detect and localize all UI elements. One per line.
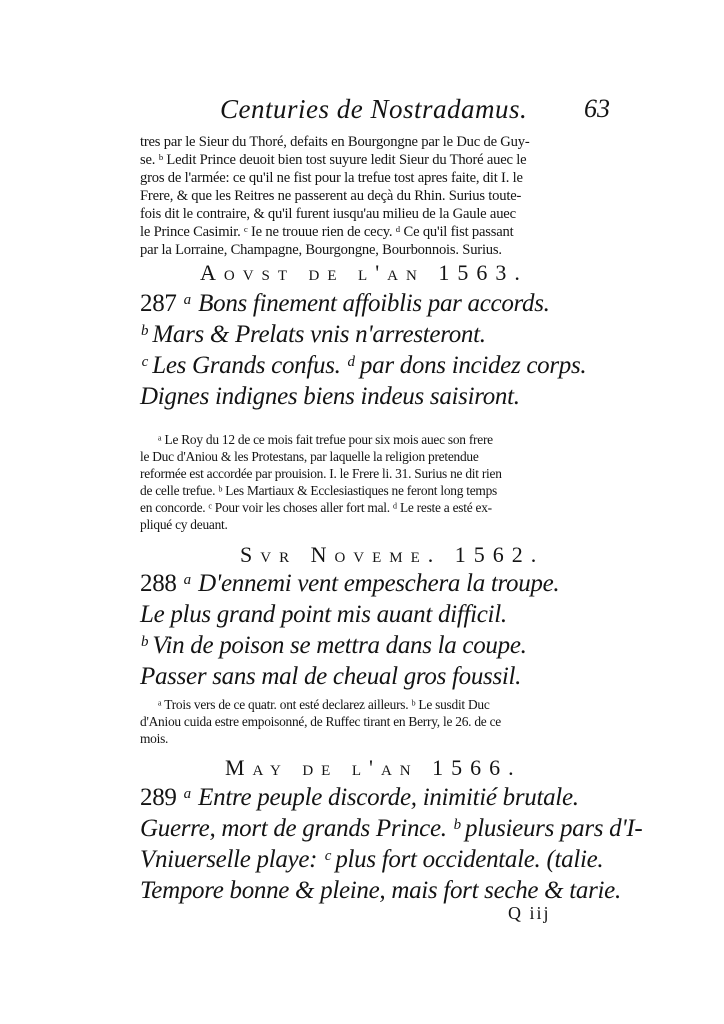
- note-line: reformée est accordée par prouision. I. le Frere li. 31. Surius ne dit rien: [140, 466, 502, 481]
- signature-mark: Q iij: [508, 903, 551, 923]
- commentary-line: se. ᵇ Ledit Prince deuoit bien tost suyure ledit Sieur du Thoré auec le: [140, 152, 527, 168]
- note-line: mois.: [140, 731, 169, 746]
- verse-number: 288: [140, 570, 177, 597]
- note-line: le Duc d'Aniou & les Protestans, par laquelle la religion pretendue: [140, 449, 479, 464]
- verse-line: ᶜ Les Grands confus. ᵈ par dons incidez corps.: [140, 352, 587, 379]
- note-line: de celle trefue. ᵇ Les Martiaux & Ecclesiastiques ne feront long temps: [140, 483, 497, 498]
- running-title: Centuries de Nostradamus.: [220, 94, 528, 124]
- verse-line: Tempore bonne & pleine, mais fort seche & tarie.: [140, 877, 621, 904]
- verse-line: 289 ᵃ Entre peuple discorde, inimitié brutale.: [140, 784, 579, 811]
- verse-line: Dignes indignes biens indeus saisiront.: [140, 383, 520, 410]
- note-line: en concorde. ᶜ Pour voir les choses aller fort mal. ᵈ Le reste a esté ex-: [140, 500, 492, 515]
- verse-number: 287: [140, 290, 177, 317]
- commentary-line: fois dit le contraire, & qu'il furent iusqu'au milieu de la Gaule auec: [140, 206, 516, 222]
- verse-line: Passer sans mal de cheual gros foussil.: [140, 663, 522, 690]
- verse-number: 289: [140, 784, 177, 811]
- verse-line: Guerre, mort de grands Prince. ᵇ plusieurs pars d'I-: [140, 815, 643, 842]
- verse-line: Le plus grand point mis auant difficil.: [140, 601, 507, 628]
- note-line: ᵃ Trois vers de ce quatr. ont esté declarez ailleurs. ᵇ Le susdit Duc: [158, 697, 490, 712]
- commentary-line: par la Lorraine, Champagne, Bourgongne, Bourbonnois. Surius.: [140, 242, 502, 258]
- section-heading: May de l'an 1566.: [225, 755, 522, 780]
- commentary-line: Frere, & que les Reitres ne passerent au deçà du Rhin. Surius toute-: [140, 188, 522, 204]
- verse-line: 287 ᵃ Bons finement affoiblis par accords.: [140, 290, 550, 317]
- section-heading: Svr Noveme. 1562.: [240, 542, 545, 567]
- note-line: d'Aniou cuida estre empoisonné, de Ruffec tirant en Berry, le 26. de ce: [140, 714, 501, 729]
- commentary-line: le Prince Casimir. ᶜ Ie ne trouue rien de cecy. ᵈ Ce qu'il fist passant: [140, 224, 514, 240]
- verse-line: 288 ᵃ D'ennemi vent empeschera la troupe.: [140, 570, 560, 597]
- note-line: ᵃ Le Roy du 12 de ce mois fait trefue pour six mois auec son frere: [158, 432, 493, 447]
- section-heading: Aovst de l'an 1563.: [200, 260, 528, 285]
- verse-line: ᵇ Vin de poison se mettra dans la coupe.: [140, 632, 527, 659]
- note-line: pliqué cy deuant.: [140, 517, 228, 532]
- page-header: [140, 92, 610, 132]
- commentary-line: tres par le Sieur du Thoré, defaits en Bourgongne par le Duc de Guy-: [140, 134, 530, 150]
- verse-line: Vniuerselle playe: ᶜ plus fort occidentale. (talie.: [140, 846, 604, 873]
- verse-line: ᵇ Mars & Prelats vnis n'arresteront.: [140, 321, 486, 348]
- commentary-line: gros de l'armée: ce qu'il ne fist pour la trefue tost apres faite, dit I. le: [140, 170, 523, 186]
- page-number: 63: [584, 94, 610, 123]
